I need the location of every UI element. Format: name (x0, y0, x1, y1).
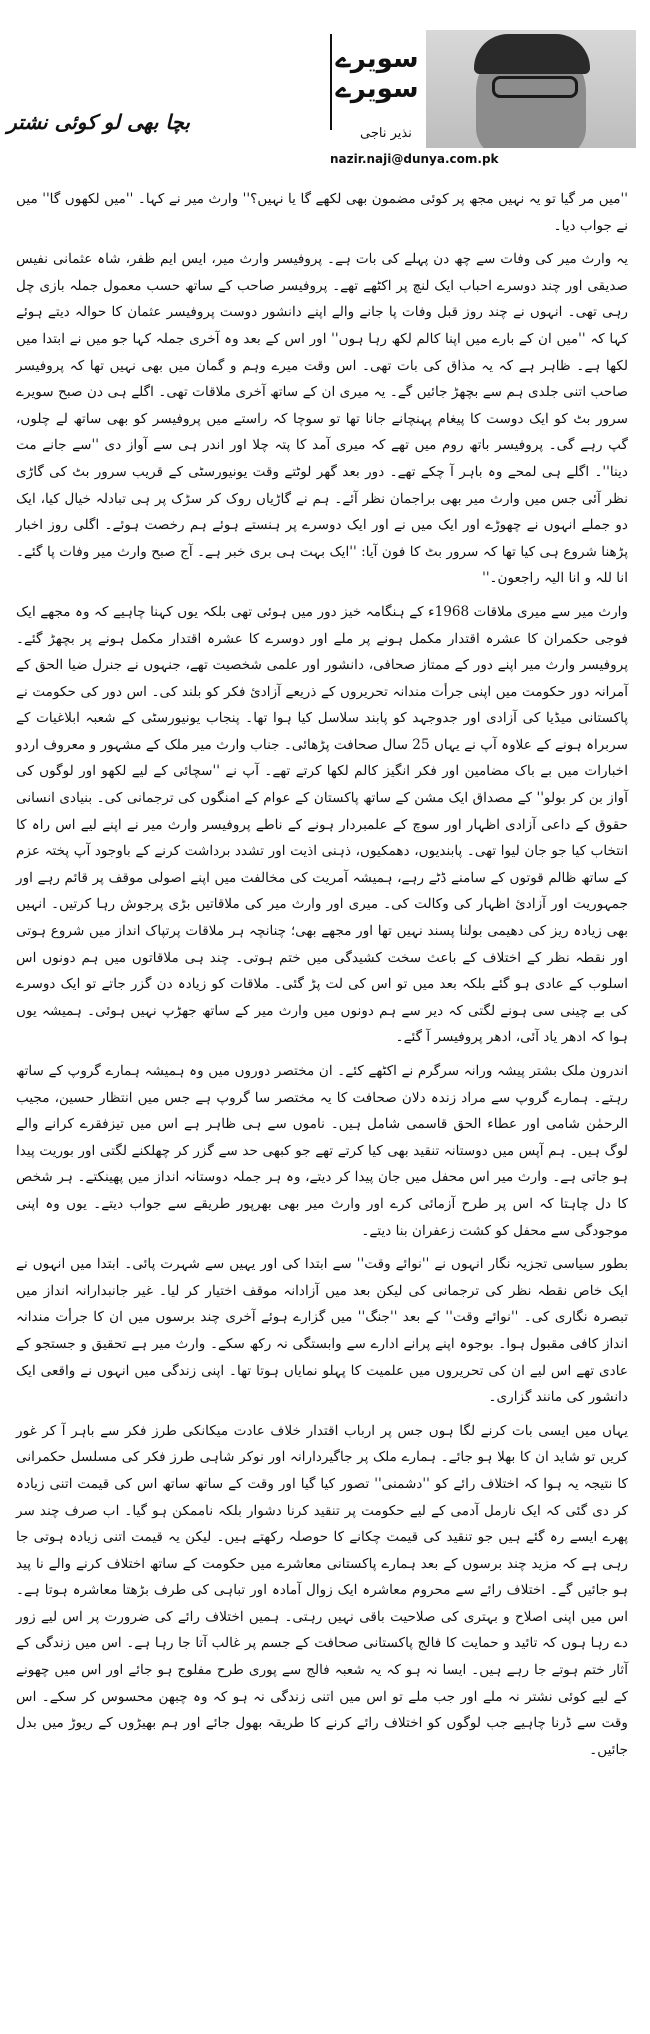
author-glasses (492, 76, 578, 98)
paragraph: اندرون ملک بشتر پیشہ ورانہ سرگرم نے اکٹھے کئے۔ ان مختصر دوروں میں وہ ہمیشہ ہمارے گروپ کے ساتھ رہتے۔ ہمارے گروپ سے مراد زندہ دلان صحافت کا یہ مختصر سا گروپ ہے جس میں انتظار حسین، مجیب الرحمٰن شامی اور عطاء الحق قاسمی شامل ہیں۔ ناموں سے ہی ظاہر ہے اس میں تیزفقرے کرانے والے لوگ ہیں۔ ہم آپس میں دوستانہ تنقید بھی کیا کرتے تھے جو کبھی حد سے گزر کر چھلکنے لگتی اور بوریت پیدا ہو جاتی ہے۔ وارث میر اس محفل میں جان پیدا کر دیتے، وہ ہر جملہ دوستانہ انداز میں پھینکتے۔ ہر شخص کا دل چاہتا کہ اس پر طرح آزمائی کرے اور وارث میر بھی بھرپور طریقے سے جواب دیتے۔ یوں وہ اپنی موجودگی سے محفل کو کشت زعفران بنا دیتے۔ (16, 1063, 628, 1239)
author-name: نذیر ناجی (360, 126, 412, 141)
paragraph: وارث میر سے میری ملاقات 1968ء کے ہنگامہ خیز دور میں ہوئی تھی بلکہ یوں کہنا چاہیے کہ وہ مجھے ایک فوجی حکمران کا عشرہ اقتدار مکمل ہونے پر ملے اور دوسرے کا عشرہ اقتدار مکمل ہونے پر بچھڑ گئے۔ پروفیسر وارث میر اپنے دور کے ممتاز صحافی، دانشور اور علمی شخصیت تھے، جنہوں نے جنرل ضیا الحق کے آمرانہ دور حکومت میں اپنی جرأت مندانہ تحریروں کے ذریعے آزادئ فکر کو بلند کی۔ اس دور کی حکومت نے پاکستانی میڈیا کی آزادی اور جدوجہد کو پابند سلاسل کیا ہوا تھا۔ پنجاب یونیورسٹی کے شعبہ ابلاغیات کے سربراہ ہونے کے علاوہ آپ نے یہاں 25 سال صحافت پڑھائی۔ جناب وارث میر ملک کے مشہور و معروف اردو اخبارات میں بے باک مضامین اور فکر انگیز کالم لکھا کرتے تھے۔ آپ نے ''سچائی کے لیے لکھو اور لوگوں کی آواز بن کر بولو'' کے مصداق ایک مشن کے ساتھ پاکستان کے عوام کے امنگوں کی ترجمانی کی۔ بنیادی انسانی حقوق کے داعی آزادی اظہار اور سوچ کے علمبردار ہونے کے ناطے پروفیسر وارث میر نے اپنے لیے اس راہ کا انتخاب کیا جو جان لیوا تھی۔ پابندیوں، دھمکیوں، ذہنی اذیت اور تشدد برداشت کرنے کے باوجود آپ پختہ عزم کے ساتھ ظالم قوتوں کے سامنے ڈٹے رہے، ہمیشہ آمریت کی مخالفت میں اپنے اصولی موقف پر قائم رہے اور جمہوریت اور آزادئ اظہار کی وکالت کی۔ میری اور وارث میر کی ملاقاتیں بڑی پرجوش رہا کرتیں۔ انہیں بھی زیادہ ریز کی دھیمی بولنا پسند نہیں تھا اور مجھے بھی؛ چنانچہ ہر ملاقات پرتپاک انداز میں شروع ہوتی اور نقطہ نظر کے اختلاف کے باعث سخت کشیدگی میں ختم ہوتی۔ چند ہی ملاقاتوں میں ہم دونوں اس اسلوب کے عادی ہو گئے بلکہ بعد میں تو اس کی لت پڑ گئی۔ ملاقات کو زیادہ دن گزر جاتے تو ایک دوسرے کی بے چینی سی ہونے لگتی کہ دیر سے ہم دونوں میں وارث میر کے ساتھ جھڑپ نہیں ہوئی۔ ہمیشہ یوں ہوا کہ ادھر یاد آئی، ادھر پروفیسر آ گئے۔ (16, 603, 628, 1046)
column-brand-logo (330, 34, 422, 130)
brand-line-1: سویرے (335, 44, 419, 74)
byline-box (330, 30, 650, 172)
author-email: nazir.naji@dunya.com.pk (330, 152, 499, 166)
column-header (0, 0, 650, 172)
brand-line-2: سویرے (335, 74, 419, 104)
column-body (16, 186, 628, 1770)
paragraph: ''میں مر گیا تو یہ نہیں مجھ پر کوئی مضمون بھی لکھے گا یا نہیں؟'' وارث میر نے کہا۔ ''میں لکھوں گا'' میں نے جواب دیا۔ (16, 191, 628, 234)
paragraph: یہاں میں ایسی بات کرنے لگا ہوں جس پر ارباب اقتدار خلاف عادت میکانکی طرز فکر سے باہر آ کر غور کریں تو شاید ان کا بھلا ہو جائے۔ ہمارے ملک پر جاگیردارانہ اور نوکر شاہی طرز فکر کی مسلسل حکمرانی کا نتیجہ یہ ہوا کہ اختلاف رائے کو ''دشمنی'' تصور کیا گیا اور وقت کے ساتھ ساتھ اس کی قیمت اتنی زیادہ کر دی گئی کہ ایک نارمل آدمی کے لیے حکومت پر تنقید کرنا دشوار بلکہ ناممکن ہو گیا۔ اب صرف چند سر پھرے ایسے رہ گئے ہیں جو تنقید کی قیمت چکانے کا حوصلہ رکھتے ہیں۔ لیکن یہ قیمت اتنی زیادہ ہوتی جا رہی ہے کہ مزید چند برسوں کے بعد ہمارے پاکستانی معاشرے میں حکومت کے ساتھ اختلاف کرنے والے نا پید ہو جائیں گے۔ اختلاف رائے سے محروم معاشرہ ایک زوال آمادہ اور تباہی کی طرف بڑھتا معاشرہ ہوتا ہے۔ اس میں اپنی اصلاح و بہتری کی صلاحیت باقی نہیں رہتی۔ ہمیں اختلاف رائے کی ضرورت پر اس لیے زور دے رہا ہوں کہ تائید و حمایت کا فالج پاکستانی صحافت کے جسم پر غالب آتا جا رہا ہے۔ اس میں زندگی کے آثار ختم ہوتے جا رہے ہیں۔ ایسا نہ ہو کہ یہ شعبہ فالج سے پوری طرح مفلوج ہو جائے اور اس میں چھونے کے لیے کوئی نشتر نہ ملے اور جب ملے تو اس میں اتنی زندگی نہ ہو کہ وہ چبھن محسوس کر سکے۔ اس وقت سے ڈرنا چاہیے جب لوگوں کو اختلاف رائے کرنے کا طریقہ بھول جائے اور ہم بھیڑوں کے ریوڑ میں بدل جائیں۔ (16, 1422, 628, 1758)
author-photo (426, 30, 636, 148)
paragraph: یہ وارث میر کی وفات سے چھ دن پہلے کی بات ہے۔ پروفیسر وارث میر، ایس ایم ظفر، شاہ عثمانی نفیس صدیقی اور چند دوسرے احباب ایک لنچ پر اکٹھے تھے۔ پروفیسر صاحب کے ساتھ حسب معمول جملہ بازی چل رہی تھی۔ انہوں نے چند روز قبل وفات پا جانے والے اپنے دانشور دوست پروفیسر عثمان کا حوالہ دیتے ہوئے کہا کہ ''میں ان کے بارے میں اپنا کالم لکھ رہا ہوں'' اور اس کے بعد وہ آخری جملہ کہا جو میں نے ابتدا میں لکھا ہے۔ ظاہر ہے کہ یہ مذاق کی بات تھی۔ اس وقت میرے وہم و گمان میں بھی نہیں تھا کہ پروفیسر صاحب اتنی جلدی ہم سے بچھڑ جائیں گے۔ یہ میری ان کے ساتھ آخری ملاقات تھی۔ اگلے ہی دن صبح سویرے سرور بٹ کو ایک دوست کا پیغام پہنچانے جانا تھا تو سوچا کہ راستے میں پروفیسر کو بھی ساتھ لے چلوں، گپ رہے گی۔ پروفیسر باتھ روم میں تھے کہ میری آمد کا پتہ چلا اور اندر ہی سے آواز دی ''سے جانے مت دینا''۔ اگلے ہی لمحے وہ باہر آ چکے تھے۔ دور بعد گھر لوٹتے وقت یونیورسٹی کے قریب سرور بٹ کی گاڑی نظر آئی جس میں وارث میر بھی براجمان نظر آئے۔ ہم نے گاڑیاں روک کر سڑک پر ہی تبادلہ خیال کیا، ایک دو جملے انہوں نے چھوڑے اور ایک میں نے اور ایک دوسرے پر ہنستے ہوئے ہم رخصت ہوئے۔ اگلی روز اخبار پڑھنا شروع ہی کیا تھا کہ سرور بٹ کا فون آیا: ''ایک بہت ہی بری خبر ہے۔ آج صبح وارث میر وفات پا گئے۔ انا للہ و انا الیہ راجعون۔'' (16, 251, 628, 587)
author-hair (474, 34, 590, 74)
column-title: بچا بھی لو کوئی نشتر (7, 110, 190, 134)
paragraph: بطور سیاسی تجزیہ نگار انہوں نے ''نوائے وقت'' سے ابتدا کی اور یہیں سے شہرت پائی۔ ابتدا میں انہوں نے ایک خاص نقطہ نظر کی ترجمانی کی لیکن بعد میں آزادانہ موقف اختیار کر لیا۔ غیر جانبدارانہ انداز میں تبصرہ نگاری کی۔ ''نوائے وقت'' کے بعد ''جنگ'' میں گزارے ہوئے آخری چند برسوں میں ان کا جرأت مندانہ انداز کافی مقبول ہوا۔ بوجوہ اپنے پرانے ادارے سے وابستگی نہ رکھ سکے۔ وارث میر ہے تحقیق و جستجو کے عادی تھے اس لیے ان کی تحریروں میں علمیت کا پہلو نمایاں ہوتا تھا۔ اپنی زندگی میں انہوں نے واقعی ایک دانشور کی مانند گزاری۔ (16, 1256, 628, 1406)
